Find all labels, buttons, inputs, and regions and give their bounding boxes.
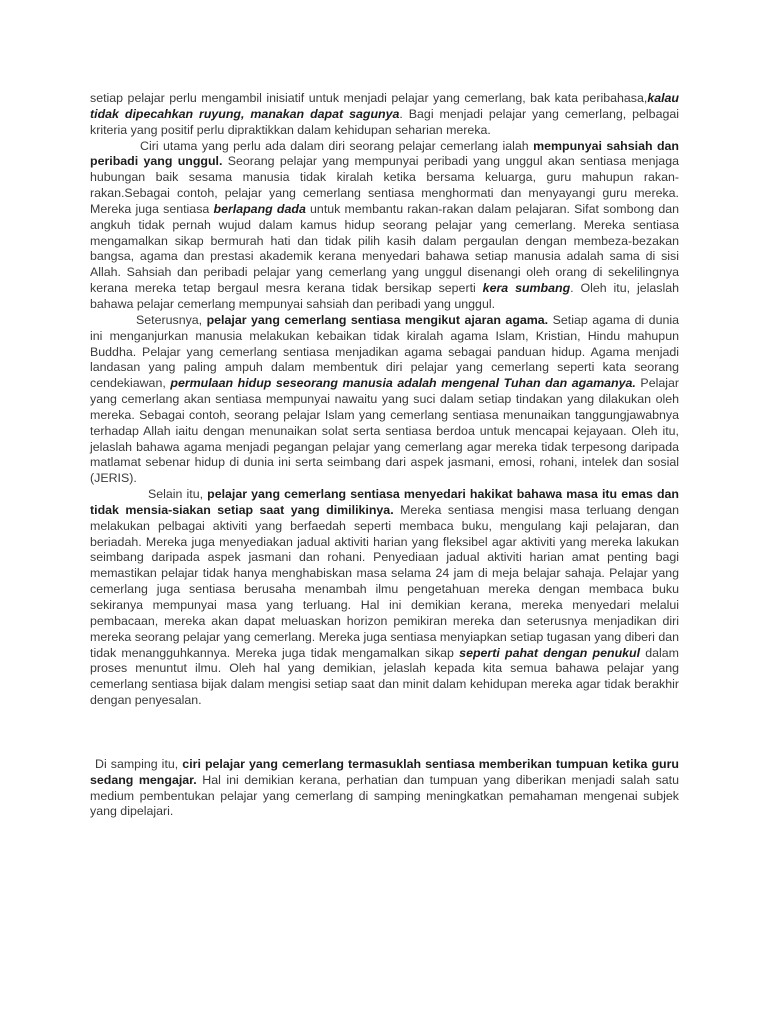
text-segment: . Oleh itu, jelaslah bahawa pelajar cemerlang mempunyai sahsiah dan peribadi yang unggul.: [90, 281, 679, 311]
emphasis-segment: ciri pelajar yang cemerlang termasuklah sentiasa memberikan tumpuan ketika guru sedang mengajar.: [90, 756, 679, 787]
text-segment: . Bagi menjadi pelajar yang cemerlang, pelbagai kriteria yang positif perlu dipraktikkan dalam kehidupan seharian mereka.: [90, 106, 679, 137]
text-segment: Pelajar yang cemerlang akan sentiasa mempunyai nawaitu yang suci dalam setiap tindakan yang dilakukan oleh mereka. Sebagai contoh, seorang pelajar Islam yang cemerlang sentiasa menunaikan tanggungjawabnya terhadap Allah iaitu dengan menunaikan solat serta sentiasa berdoa untuk mencapai kejayaan. Oleh itu, jelaslah bahawa agama menjadi pegangan pelajar yang cemerlang agar mereka tidak terpesong daripada matlamat sebenar hidup di dunia ini serta seimbang dari aspek jasmani, emosi, rohani, intelek dan sosial (JERIS).: [90, 376, 680, 486]
text-segment: untuk membantu rakan-rakan dalam pelajaran. Sifat sombong dan angkuh tidak pernah wujud dalam kamus hidup seorang pelajar yang cemerlang. Mereka sentiasa mengamalkan sikap bermurah hati dan tidak pilih kasih dalam pergaulan dengan membeza-bezakan bangsa, agama dan prestasi akademik kerana menyedari bahawa setiap manusia adalah sama di sisi Allah. Sahsiah dan peribadi pelajar yang cemerlang yang unggul disenangi oleh orang di sekelilingnya kerana mereka tetap bergaul mesra kerana tidak bersikap seperti: [90, 201, 680, 296]
text-segment: dalam proses menuntut ilmu. Oleh hal yang demikian, jelaslah kepada kita semua bahawa pelajar yang cemerlang sentiasa bijak dalam mengisi setiap saat dan minit dalam kehidupan mereka agar tidak berakhir dengan penyesalan.: [90, 645, 680, 708]
text-segment: Di samping itu,: [95, 756, 183, 771]
paragraph-sahsiah: [90, 139, 679, 313]
text-segment: Setiap agama di dunia ini menganjurkan manusia melakukan kebaikan tidak kiralah agama Islam, Kristian, Hindu mahupun Buddha. Pelajar yang cemerlang sentiasa menjadikan agama sebagai panduan hidup. Agama menjadi landasan yang paling ampuh dalam membentuk diri pelajar yang cemerlang seperti kata seorang cendekiawan,: [90, 312, 679, 391]
paragraph-masa: [90, 487, 679, 709]
text-segment: Selain itu,: [148, 487, 208, 502]
emphasis-segment: kera sumbang: [482, 281, 571, 296]
emphasis-segment: kalau tidak dipecahkan ruyung, manakan dapat sagunya: [90, 91, 679, 121]
emphasis-segment: mempunyai sahsiah dan peribadi yang unggul.: [90, 138, 679, 169]
text-segment: setiap pelajar perlu mengambil inisiatif untuk menjadi pelajar yang cemerlang, bak kata peribahasa,: [90, 91, 648, 105]
emphasis-segment: berlapang dada: [213, 201, 306, 216]
text-segment: Hal ini demikian kerana, perhatian dan tumpuan yang diberikan menjadi salah satu medium pembentukan pelajar yang cemerlang di samping meningkatkan pemahaman mengenai subjek yang dipelajari.: [90, 772, 679, 819]
emphasis-segment: permulaan hidup seseorang manusia adalah mengenal Tuhan dan agamanya.: [170, 376, 636, 391]
text-segment: Mereka sentiasa mengisi masa terluang dengan melakukan pelbagai aktiviti yang berfaedah seperti membaca buku, mengulang kaji pelajaran, dan beriadah. Mereka juga menyediakan jadual aktiviti harian yang fleksibel agar aktiviti yang mereka lakukan seimbang daripada aspek jasmani dan rohani. Penyediaan jadual aktiviti harian amat penting bagi memastikan pelajar tidak hanya menghabiskan masa selama 24 jam di meja belajar sahaja. Pelajar yang cemerlang juga sentiasa berusaha menambah ilmu pengetahuan mereka dengan membaca buku sekiranya mempunyai masa yang terluang. Hal ini demikian kerana, mereka menyedari melalui pembacaan, mereka akan dapat meluaskan horizon pemikiran mereka dan seterusnya menjadikan diri mereka seorang pelajar yang cemerlang. Mereka juga sentiasa menyiapkan setiap tugasan yang diberi dan tidak menangguhkannya. Mereka juga tidak mengamalkan sikap: [90, 502, 679, 660]
document-body: [90, 91, 679, 820]
text-segment: Seorang pelajar yang mempunyai peribadi yang unggul akan sentiasa menjaga hubungan baik sesama manusia tidak kiralah ketika bersama keluarga, guru mahupun rakan-rakan.Sebagai contoh, pelajar yang cemerlang sentiasa menghormati dan menyayangi guru mereka. Mereka juga sentiasa: [90, 154, 679, 216]
emphasis-segment: seperti pahat dengan penukul: [459, 645, 641, 660]
text-segment: Seterusnya,: [136, 312, 207, 327]
paragraph-agama: [90, 313, 679, 487]
text-segment: Ciri utama yang perlu ada dalam diri seorang pelajar cemerlang ialah: [140, 138, 534, 153]
emphasis-segment: pelajar yang cemerlang sentiasa menyedari hakikat bahawa masa itu emas dan tidak mensia-siakan setiap saat yang dimilikinya.: [90, 487, 679, 517]
paragraph-intro: [90, 91, 679, 139]
emphasis-segment: pelajar yang cemerlang sentiasa mengikut ajaran agama.: [206, 312, 549, 327]
paragraph-tumpuan: [90, 757, 679, 820]
